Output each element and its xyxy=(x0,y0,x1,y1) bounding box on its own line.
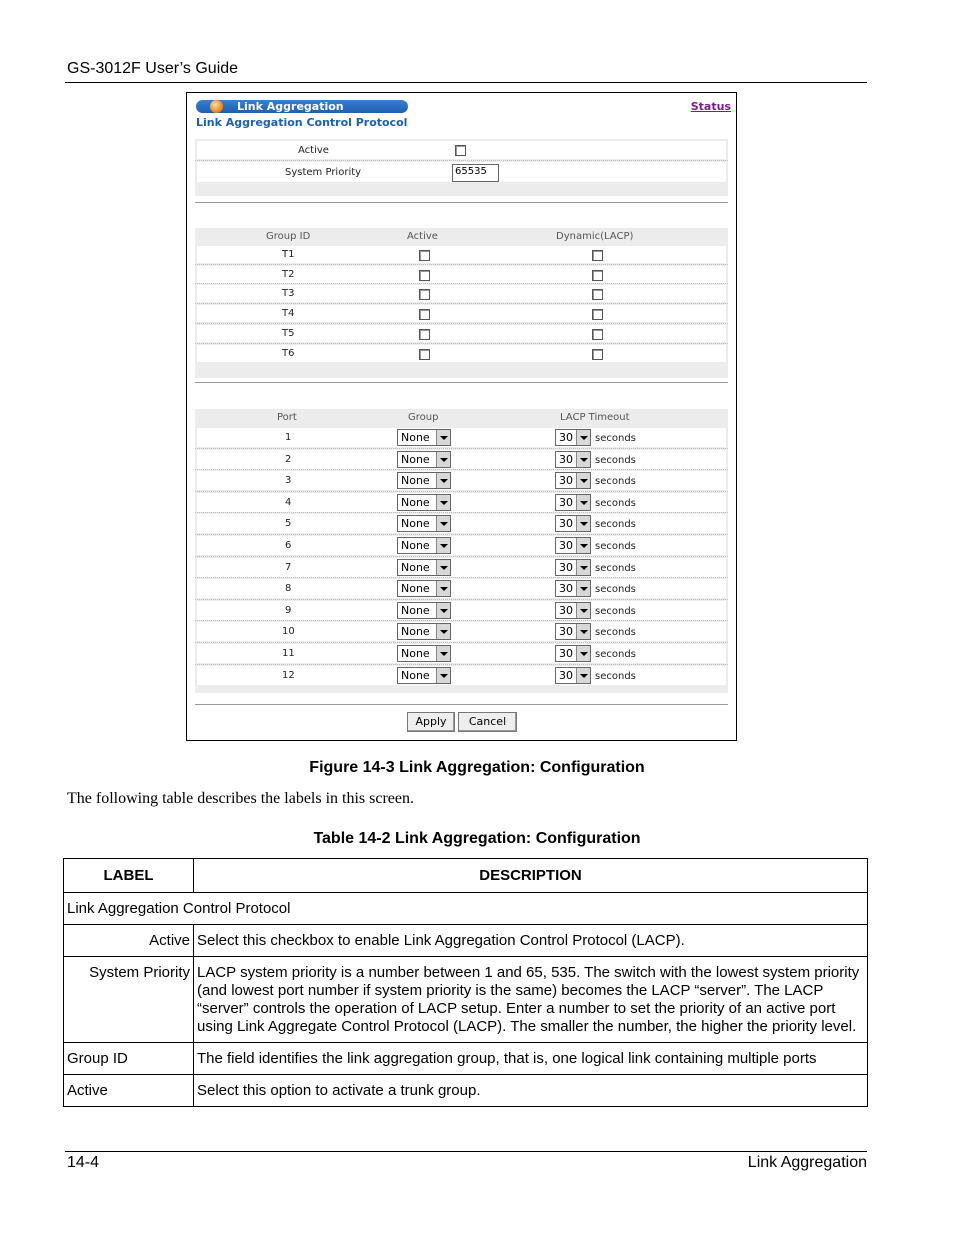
timeout-select-value: 30 xyxy=(559,452,573,466)
table-caption: Table 14-2 Link Aggregation: Configuration xyxy=(313,830,641,847)
timeout-select-value: 30 xyxy=(559,647,573,660)
group-select[interactable] xyxy=(397,515,451,532)
group-select-value: None xyxy=(401,452,430,466)
timeout-select-value: 30 xyxy=(559,539,573,552)
group-lacp-checkbox[interactable] xyxy=(592,349,603,360)
group-id: T6 xyxy=(282,347,295,359)
group-active-checkbox[interactable] xyxy=(419,250,430,261)
table-row xyxy=(64,925,868,957)
chevron-down-icon xyxy=(576,452,590,467)
dynamic-lacp-header: Dynamic(LACP) xyxy=(556,231,634,242)
port-row xyxy=(197,666,726,685)
group-select[interactable] xyxy=(397,429,451,446)
row-label: System Priority xyxy=(64,957,194,1043)
group-select[interactable] xyxy=(397,472,451,489)
chevron-down-icon xyxy=(576,668,590,683)
group-select-value: None xyxy=(401,431,430,444)
chevron-down-icon xyxy=(436,668,450,683)
row-label: Group ID xyxy=(64,1043,194,1075)
section-title: Link Aggregation xyxy=(237,100,344,113)
group-select-value: None xyxy=(401,647,430,660)
timeout-unit: seconds xyxy=(595,433,636,444)
group-id: T3 xyxy=(282,288,295,300)
group-header: Group xyxy=(408,412,439,423)
timeout-select-value: 30 xyxy=(559,517,573,531)
chevron-down-icon xyxy=(436,624,450,639)
timeout-unit: seconds xyxy=(595,562,636,574)
page-header-title: GS-3012F User’s Guide xyxy=(67,60,239,77)
timeout-select-value: 30 xyxy=(559,668,573,682)
chevron-down-icon xyxy=(576,603,590,618)
group-select[interactable] xyxy=(397,667,451,684)
timeout-select[interactable] xyxy=(555,580,591,597)
group-lacp-checkbox[interactable] xyxy=(592,309,603,320)
timeout-select[interactable] xyxy=(555,623,591,640)
table-section-label: Link Aggregation Control Protocol xyxy=(64,893,868,925)
port-number: 12 xyxy=(282,669,295,681)
group-active-checkbox[interactable] xyxy=(419,309,430,320)
port-row xyxy=(197,471,726,490)
timeout-select[interactable] xyxy=(555,429,591,446)
group-row xyxy=(197,285,726,302)
group-id: T4 xyxy=(282,308,295,320)
group-select-value: None xyxy=(401,668,430,682)
table-section-row xyxy=(64,893,868,925)
timeout-select-value: 30 xyxy=(559,495,573,509)
port-row xyxy=(197,644,726,663)
chevron-down-icon xyxy=(576,473,590,488)
group-select-value: None xyxy=(401,603,430,617)
port-row xyxy=(197,558,726,577)
timeout-unit: seconds xyxy=(595,670,636,682)
timeout-unit: seconds xyxy=(595,584,636,596)
chevron-down-icon xyxy=(436,473,450,488)
group-row xyxy=(197,325,726,342)
group-active-checkbox[interactable] xyxy=(419,329,430,340)
group-id: T5 xyxy=(282,327,295,339)
group-select-value: None xyxy=(401,539,430,552)
chevron-down-icon xyxy=(436,538,450,553)
port-header: Port xyxy=(277,412,297,423)
port-row xyxy=(197,450,726,469)
chevron-down-icon xyxy=(436,516,450,531)
timeout-unit: seconds xyxy=(595,541,636,552)
group-row xyxy=(197,305,726,322)
timeout-select[interactable] xyxy=(555,559,591,576)
chevron-down-icon xyxy=(576,624,590,639)
row-description: Select this option to activate a trunk group. xyxy=(194,1075,868,1107)
port-number: 8 xyxy=(285,583,292,595)
chevron-down-icon xyxy=(436,603,450,618)
chevron-down-icon xyxy=(436,560,450,575)
description-column-header: DESCRIPTION xyxy=(194,859,868,893)
label-column-header: LABEL xyxy=(64,859,194,893)
group-select-value: None xyxy=(401,474,430,488)
chevron-down-icon xyxy=(576,560,590,575)
chevron-down-icon xyxy=(436,495,450,510)
timeout-select[interactable] xyxy=(555,602,591,619)
group-active-checkbox[interactable] xyxy=(419,289,430,300)
timeout-select[interactable] xyxy=(555,472,591,489)
status-link[interactable]: Status xyxy=(690,100,731,113)
footer-rule xyxy=(65,1151,867,1152)
chevron-down-icon xyxy=(576,495,590,510)
group-row xyxy=(197,266,726,283)
system-priority-input[interactable]: 65535 xyxy=(452,164,499,182)
chevron-down-icon xyxy=(436,646,450,661)
port-number: 2 xyxy=(285,453,292,465)
timeout-select[interactable] xyxy=(555,645,591,662)
row-label: Active xyxy=(64,925,194,957)
port-number: 5 xyxy=(285,518,292,530)
screenshot-frame xyxy=(186,92,737,741)
row-description: LACP system priority is a number between 1 and 65, 535. The switch with the lowest system priority (and lowest port number if system priority is the same) becomes the LACP “server”. The LACP “server” controls the operation of LACP setup. Enter a number to set the priority of an active port using Link Aggregate Control Protocol (LACP). The smaller the number, the higher the priority level. xyxy=(194,957,868,1043)
timeout-select-value: 30 xyxy=(559,431,573,444)
chevron-down-icon xyxy=(576,581,590,596)
port-number: 9 xyxy=(285,604,292,616)
lacp-timeout-header: LACP Timeout xyxy=(560,412,630,423)
timeout-select[interactable] xyxy=(555,451,591,468)
port-row xyxy=(197,536,726,555)
timeout-select[interactable] xyxy=(555,667,591,684)
group-select[interactable] xyxy=(397,623,451,640)
group-row xyxy=(197,246,726,263)
table-header-row xyxy=(64,859,868,893)
table-row xyxy=(64,1043,868,1075)
group-select-value: None xyxy=(401,582,430,596)
group-lacp-checkbox[interactable] xyxy=(592,270,603,281)
group-active-header: Active xyxy=(407,231,438,242)
table-row xyxy=(64,1075,868,1107)
group-lacp-checkbox[interactable] xyxy=(592,289,603,300)
port-row xyxy=(197,601,726,620)
active-label: Active xyxy=(298,145,329,156)
group-select-value: None xyxy=(401,517,430,531)
port-number: 11 xyxy=(282,648,295,659)
chevron-down-icon xyxy=(576,516,590,531)
timeout-unit: seconds xyxy=(595,519,636,531)
timeout-unit: seconds xyxy=(595,605,636,617)
port-row xyxy=(197,622,726,641)
figure-caption: Figure 14-3 Link Aggregation: Configuration xyxy=(309,759,645,776)
group-select[interactable] xyxy=(397,559,451,576)
cancel-button[interactable]: Cancel xyxy=(458,712,517,732)
group-select-value: None xyxy=(401,625,430,639)
port-number: 10 xyxy=(282,626,295,638)
row-description: Select this checkbox to enable Link Aggregation Control Protocol (LACP). xyxy=(194,925,868,957)
timeout-unit: seconds xyxy=(595,627,636,639)
timeout-select-value: 30 xyxy=(559,560,573,574)
chevron-down-icon xyxy=(436,581,450,596)
group-select[interactable] xyxy=(397,537,451,554)
chapter-name: Link Aggregation xyxy=(747,1154,867,1171)
row-label: Active xyxy=(64,1075,194,1107)
timeout-select-value: 30 xyxy=(559,474,573,488)
port-number: 4 xyxy=(285,496,292,508)
timeout-select-value: 30 xyxy=(559,625,573,639)
timeout-select-value: 30 xyxy=(559,582,573,596)
lacp-active-checkbox[interactable] xyxy=(455,145,466,156)
group-id: T2 xyxy=(282,268,295,280)
group-select[interactable] xyxy=(397,494,451,511)
timeout-select-value: 30 xyxy=(559,603,573,617)
system-priority-label: System Priority xyxy=(285,167,362,178)
table-row xyxy=(64,957,868,1043)
port-row xyxy=(197,428,726,447)
timeout-unit: seconds xyxy=(595,649,636,660)
page-number: 14-4 xyxy=(67,1154,100,1171)
group-select[interactable] xyxy=(397,451,451,468)
timeout-select[interactable] xyxy=(555,537,591,554)
timeout-select[interactable] xyxy=(555,494,591,511)
intro-text: The following table describes the labels in this screen. xyxy=(67,790,415,807)
group-active-checkbox[interactable] xyxy=(419,270,430,281)
orb-icon xyxy=(210,100,223,113)
group-active-checkbox[interactable] xyxy=(419,349,430,360)
chevron-down-icon xyxy=(576,646,590,661)
section-title-bar xyxy=(196,100,408,113)
chevron-down-icon xyxy=(576,538,590,553)
port-number: 3 xyxy=(285,475,292,487)
group-lacp-checkbox[interactable] xyxy=(592,329,603,340)
port-number: 1 xyxy=(285,432,292,443)
port-number: 7 xyxy=(285,561,292,573)
group-lacp-checkbox[interactable] xyxy=(592,250,603,261)
port-number: 6 xyxy=(285,540,292,551)
group-select[interactable] xyxy=(397,580,451,597)
timeout-unit: seconds xyxy=(595,497,636,509)
chevron-down-icon xyxy=(576,430,590,445)
timeout-unit: seconds xyxy=(595,454,636,466)
timeout-unit: seconds xyxy=(595,476,636,488)
chevron-down-icon xyxy=(436,430,450,445)
lacp-subtitle: Link Aggregation Control Protocol xyxy=(196,116,408,129)
chevron-down-icon xyxy=(436,452,450,467)
description-table xyxy=(63,858,868,1107)
group-select-value: None xyxy=(401,495,430,509)
timeout-select[interactable] xyxy=(555,515,591,532)
group-select[interactable] xyxy=(397,602,451,619)
apply-button[interactable]: Apply xyxy=(407,712,455,732)
port-row xyxy=(197,579,726,598)
port-row xyxy=(197,514,726,533)
header-rule xyxy=(65,82,867,83)
group-select[interactable] xyxy=(397,645,451,662)
group-row xyxy=(197,345,726,362)
group-id-header: Group ID xyxy=(266,231,311,242)
group-select-value: None xyxy=(401,560,430,574)
port-row xyxy=(197,493,726,512)
group-id: T1 xyxy=(282,249,295,260)
row-description: The field identifies the link aggregation group, that is, one logical link containing multiple ports xyxy=(194,1043,868,1075)
